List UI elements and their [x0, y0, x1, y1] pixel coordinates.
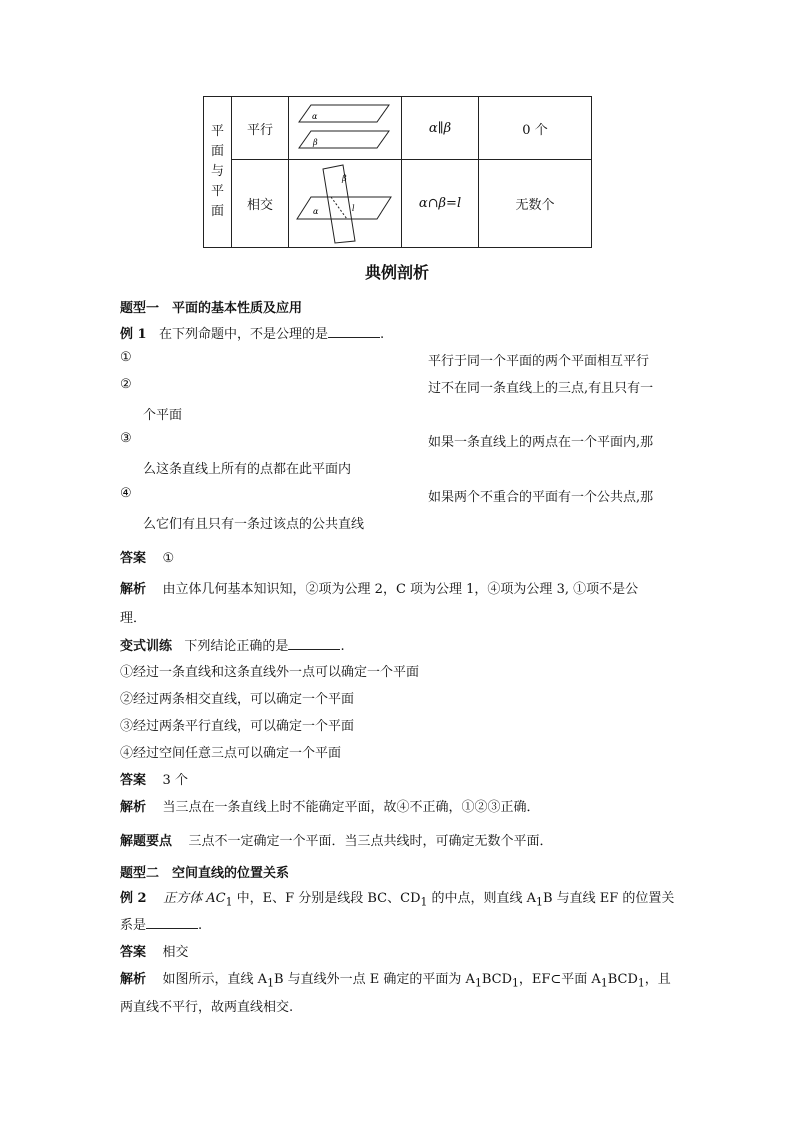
- subscript: 1: [225, 895, 233, 909]
- alpha-label: α: [312, 112, 318, 121]
- answer-blank: [328, 327, 380, 338]
- variant-item: ③经过两条平行直线，可以确定一个平面: [120, 719, 355, 734]
- analysis-label: 解析: [120, 582, 147, 597]
- key-point-label: 解题要点: [120, 834, 173, 849]
- option-number: ②: [120, 377, 132, 392]
- key-point-text: 三点不一定确定一个平面．当三点共线时，可确定无数个平面．: [188, 834, 553, 849]
- relation-symbol: α∥β: [402, 97, 479, 160]
- question-text: 正方体 AC: [163, 891, 226, 906]
- option-text: 如果一条直线上的两点在一个平面内,那: [428, 435, 654, 450]
- analysis-text: 如图所示，直线 A: [162, 972, 268, 987]
- option-number: ③: [120, 431, 132, 446]
- question-text: 中，E、F 分别是线段 BC、CD: [232, 891, 421, 906]
- table-row: [204, 97, 592, 160]
- category-char: 平: [210, 124, 224, 139]
- variant-item: ②经过两条相交直线，可以确定一个平面: [120, 692, 355, 707]
- option-text-cont: 个平面: [143, 408, 183, 423]
- answer-label: 答案: [120, 551, 147, 566]
- subscript: 1: [600, 976, 608, 990]
- variant-item: ④经过空间任意三点可以确定一个平面: [120, 746, 342, 761]
- topic-heading: 题型二 空间直线的位置关系: [120, 866, 290, 881]
- question-text: 的中点，则直线 A: [427, 891, 537, 906]
- answer-label: 答案: [120, 945, 147, 960]
- analysis-text: 由立体几何基本知识知，②项为公理 2，C 项为公理 1，④项为公理 3, ①项不是公: [162, 582, 639, 597]
- analysis-text-cont: 理．: [120, 611, 147, 626]
- analysis-text: 当三点在一条直线上时不能确定平面，故④不正确，①②③正确．: [162, 800, 540, 815]
- question-text: 在下列命题中，不是公理的是: [158, 327, 328, 342]
- option-text-cont: 么这条直线上所有的点都在此平面内: [143, 462, 352, 477]
- analysis-line: [120, 968, 671, 990]
- answer-line: [120, 547, 174, 566]
- variant-item: ①经过一条直线和这条直线外一点可以确定一个平面: [120, 665, 420, 680]
- subscript: 1: [267, 976, 274, 990]
- plane-relation-table: [203, 96, 592, 248]
- subscript: 1: [637, 976, 645, 990]
- intersecting-planes-figure: [289, 160, 402, 248]
- relation-name: 平行: [232, 97, 289, 160]
- option-text: 平行于同一个平面的两个平面相互平行: [428, 354, 650, 369]
- parallel-planes-figure: [289, 97, 402, 160]
- category-char: 面: [210, 204, 224, 219]
- answer-line: [120, 941, 189, 960]
- analysis-line: [120, 578, 638, 597]
- option-text: 如果两个不重合的平面有一个公共点,那: [428, 490, 654, 505]
- subscript: 1: [420, 895, 428, 909]
- analysis-line: [120, 796, 540, 815]
- example-label: 例 1: [120, 327, 147, 342]
- variant-question: 变式训练 下列结论正确的是 .: [120, 639, 345, 654]
- topic-heading: 题型一 平面的基本性质及应用: [120, 301, 303, 316]
- relation-symbol: α∩β=l: [402, 160, 479, 248]
- question-text-cont: 系是 .: [120, 918, 203, 933]
- analysis-label: 解析: [120, 800, 147, 815]
- key-point-line: [120, 830, 553, 849]
- analysis-text-cont: 两直线不平行，故两直线相交.: [120, 1000, 294, 1015]
- variant-label: 变式训练: [120, 639, 173, 654]
- answer-blank: [146, 918, 198, 929]
- beta-label: β: [342, 173, 347, 183]
- category-char: 面: [210, 144, 224, 159]
- answer-blank: [288, 639, 340, 650]
- section-title: 典例剖析: [364, 263, 429, 282]
- line-l-label: l: [352, 203, 355, 213]
- question-text: B 与直线 EF 的位置关: [542, 891, 675, 906]
- subscript: 1: [536, 895, 543, 909]
- answer-value: 3 个: [162, 773, 188, 788]
- common-points-count: 无数个: [479, 160, 592, 248]
- answer-line: [120, 769, 188, 788]
- example-question: [120, 887, 674, 909]
- common-points-count: 0 个: [479, 97, 592, 160]
- analysis-label: 解析: [120, 972, 147, 987]
- answer-value: 相交: [162, 945, 189, 960]
- category-cell: [204, 97, 232, 248]
- option-text: 过不在同一条直线上的三点,有且只有一: [428, 381, 654, 396]
- analysis-text: ，且: [644, 972, 671, 987]
- analysis-text: ，EF⊂平面 A: [518, 972, 601, 987]
- option-text-cont: 么它们有且只有一条过该点的公共直线: [143, 517, 365, 532]
- beta-label: β: [313, 138, 318, 147]
- answer-value: ①: [162, 551, 175, 566]
- example-label: 例 2: [120, 891, 147, 906]
- relation-name: 相交: [232, 160, 289, 248]
- analysis-text: BCD: [481, 972, 512, 987]
- category-char: 平: [210, 184, 224, 199]
- example-question: 例 1 在下列命题中，不是公理的是 .: [120, 327, 385, 342]
- table-row: [204, 160, 592, 248]
- analysis-text: BCD: [607, 972, 638, 987]
- variant-question-text: 下列结论正确的是: [184, 639, 289, 654]
- subscript: 1: [474, 976, 482, 990]
- answer-label: 答案: [120, 773, 147, 788]
- category-char: 与: [210, 164, 224, 179]
- analysis-text: B 与直线外一点 E 确定的平面为 A: [273, 972, 475, 987]
- question-text: 系是: [120, 918, 147, 933]
- subscript: 1: [512, 976, 519, 990]
- option-number: ④: [120, 486, 132, 501]
- option-number: ①: [120, 350, 132, 365]
- alpha-label: α: [313, 206, 319, 216]
